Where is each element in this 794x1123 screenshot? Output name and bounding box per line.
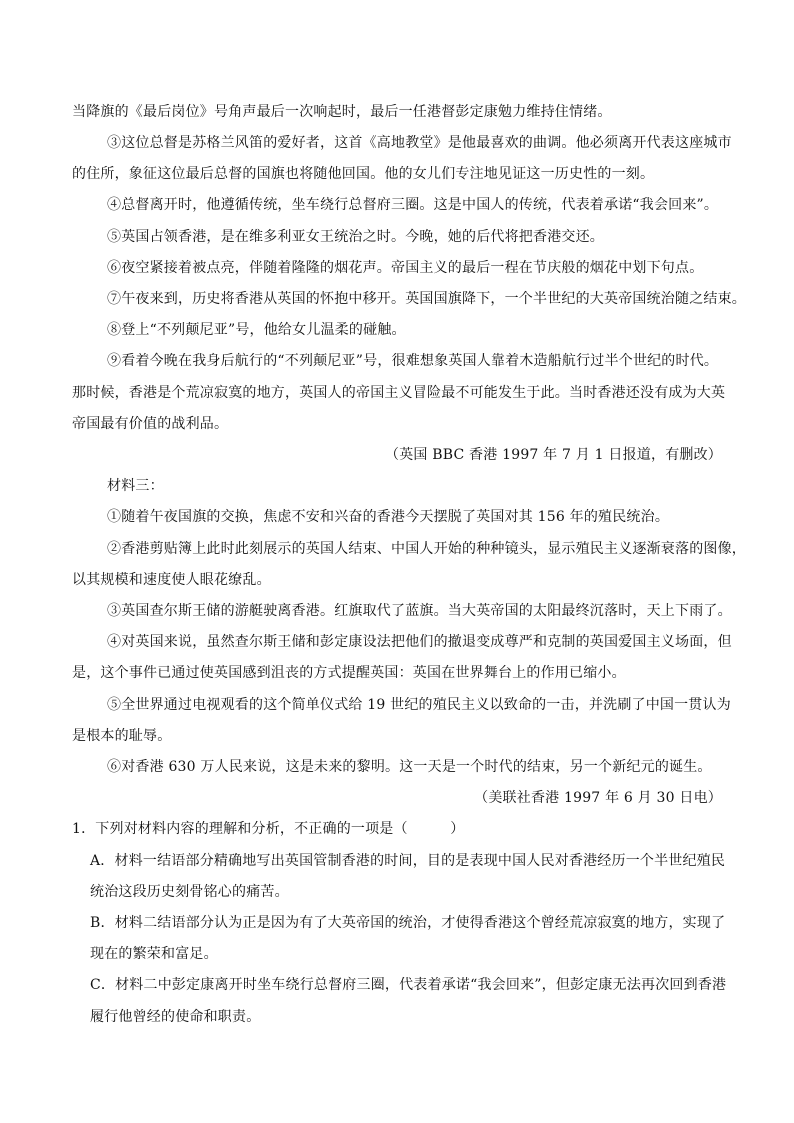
material2-source: （英国 BBC 香港 1997 年 7 月 1 日报道，有删改） [385,447,722,463]
material3-source: （美联社香港 1997 年 6 月 30 日电） [474,790,722,806]
question-option-b-cont: 现在的繁荣和富足。 [90,946,218,962]
question-option-c: C．材料二中彭定康离开时坐车绕行总督府三圈，代表着承诺“我会回来”，但彭定康无法再次回到香港 [90,977,727,993]
material2-line: ③这位总督是苏格兰风笛的爱好者，这首《高地教堂》是他最喜欢的曲调。他必须离开代表这座城市 [107,135,732,151]
material2-line: ④总督离开时，他遵循传统，坐车绕行总督府三圈。这是中国人的传统，代表着承诺“我会回来”。 [107,197,719,213]
material2-line: ⑤英国占领香港，是在维多利亚女王统治之时。今晚，她的后代将把香港交还。 [107,229,604,245]
material2-line: ⑨看着今晚在我身后航行的“不列颠尼亚”号，很难想象英国人靠着木造船航行过半个世纪的时代。 [107,353,719,369]
material2-line: 那时候，香港是个荒凉寂寞的地方，英国人的帝国主义冒险最不可能发生于此。当时香港还没有成为大英 [72,385,726,401]
material3-heading: 材料三： [107,478,164,494]
material2-line: ⑦午夜来到，历史将香港从英国的怀抱中移开。英国国旗降下，一个半世纪的大英帝国统治随之结束。 [107,291,746,307]
material3-line: ⑥对香港 630 万人民来说，这是未来的黎明。这一天是一个时代的结束，另一个新纪元的诞生。 [107,759,712,775]
question-option-a: A．材料一结语部分精确地写出英国管制香港的时间，目的是表现中国人民对香港经历一个半世纪殖民 [90,853,726,869]
material2-line: ⑥夜空紧接着被点亮，伴随着隆隆的烟花声。帝国主义的最后一程在节庆般的烟花中划下句点。 [107,260,704,276]
material3-line: ⑤全世界通过电视观看的这个简单仪式给 19 世纪的殖民主义以致命的一击，并洗刷了中国一贯认为 [107,697,731,713]
material3-line: 以其规模和速度使人眼花缭乱。 [72,572,271,588]
material3-line: ②香港剪贴簿上此时此刻展示的英国人结束、中国人开始的种种镜头，显示殖民主义逐渐衰落的图像， [107,541,746,557]
question-option-a-cont: 统治这段历史刻骨铭心的痛苦。 [90,884,289,900]
question-option-c-cont: 履行他曾经的使命和职责。 [90,1009,261,1025]
material2-line: 帝国最有价值的战利品。 [72,416,229,432]
material2-line: 当降旗的《最后岗位》号角声最后一次响起时，最后一任港督彭定康勉力维持住情绪。 [72,104,612,120]
material3-line: ④对英国来说，虽然查尔斯王储和彭定康设法把他们的撤退变成尊严和克制的英国爱国主义场面，但 [107,634,732,650]
material3-line: 是根本的耻辱。 [72,728,172,744]
material3-line: ①随着午夜国旗的交换，焦虑不安和兴奋的香港今天摆脱了英国对其 156 年的殖民统治。 [107,509,670,525]
material2-line: 的住所，象征这位最后总督的国旗也将随他回国。他的女儿们专注地见证这一历史性的一刻。 [72,166,655,182]
question-option-b: B．材料二结语部分认为正是因为有了大英帝国的统治，才使得香港这个曾经荒凉寂寞的地方，实现了 [90,915,726,931]
question-stem: 1．下列对材料内容的理解和分析，不正确的一项是（ ） [72,821,465,837]
material2-line: ⑧登上“不列颠尼亚”号，他给女儿温柔的碰触。 [107,322,406,338]
material3-line: ③英国查尔斯王储的游艇驶离香港。红旗取代了蓝旗。当大英帝国的太阳最终沉落时，天上下雨了。 [107,603,732,619]
material3-line: 是，这个事件已通过使英国感到沮丧的方式提醒英国：英国在世界舞台上的作用已缩小。 [72,665,626,681]
